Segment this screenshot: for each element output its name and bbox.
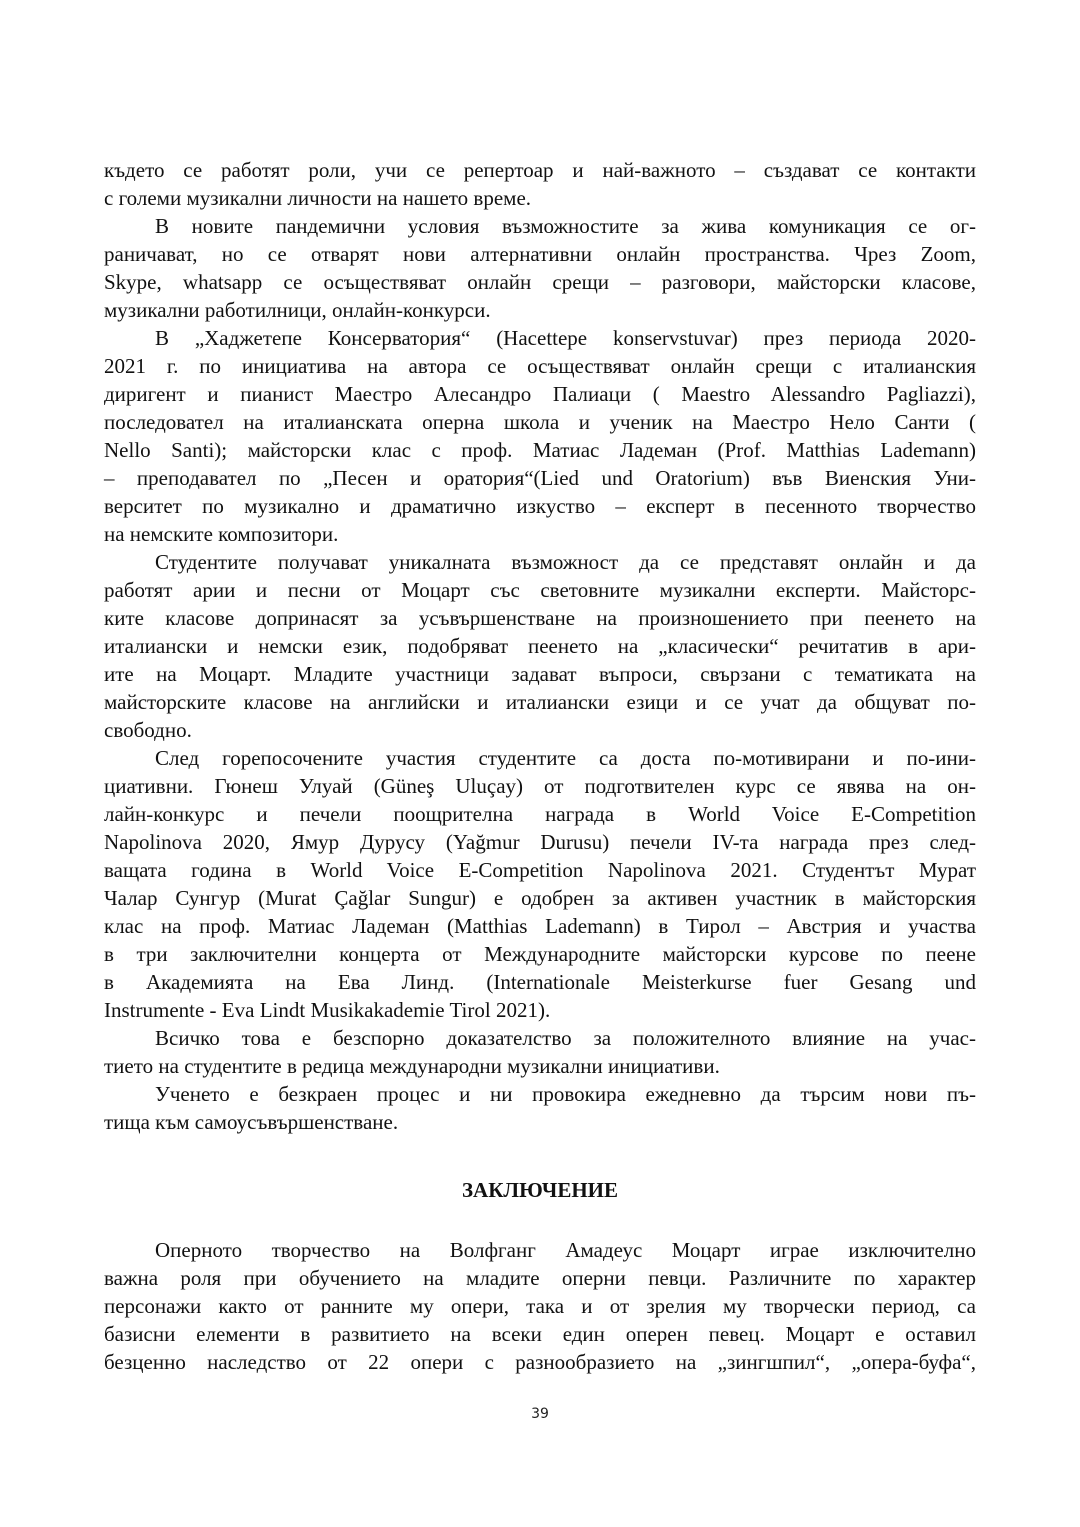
paragraph [104, 744, 976, 1024]
paragraph [104, 1080, 976, 1136]
text-line: ките класове допринасят за усъвършенстване на произношението при пеенето на [104, 606, 976, 630]
text-line: персонажи както от ранните му опери, така и от зрелия му творчески период, са [104, 1294, 976, 1318]
text-line: тието на студентите в редица международни музикални инициативи. [104, 1054, 720, 1078]
text-line: В „Хаджетепе Консерватория“ (Hacettepe konservstuvar) през периода 2020- [155, 326, 976, 350]
text-line: Instrumente - Eva Lindt Musikakademie Tirol 2021). [104, 998, 551, 1022]
text-line: базисни елементи в развитието на всеки един оперен певец. Моцарт е оставил [104, 1322, 976, 1346]
text-line: последовател на италианската оперна школа и ученик на Маестро Нело Санти ( [104, 410, 976, 434]
text-line: 2021 г. по инициатива на автора се осъществяват онлайн срещи с италианския [104, 354, 976, 378]
text-line: След горепосочените участия студентите са доста по-мотивирани и по-ини- [155, 746, 976, 770]
paragraph [104, 156, 976, 212]
text-line: клас на проф. Матиас Ладеман (Matthias Lademann) в Тирол – Австрия и участва [104, 914, 976, 938]
paragraph [104, 548, 976, 744]
body-text [104, 156, 976, 1376]
text-line: тища към самоусъвършенстване. [104, 1110, 399, 1134]
text-line: – преподавател по „Песен и оратория“(Lied und Oratorium) във Виенския Уни- [104, 466, 976, 490]
text-line: Nello Santi); майсторски клас с проф. Матиас Ладеман (Prof. Matthias Lademann) [104, 438, 976, 462]
paragraph [104, 324, 976, 548]
text-line: Ученето е безкраен процес и ни провокира ежедневно да търсим нови пъ- [155, 1082, 976, 1106]
text-line: в три заключителни концерта от Международните майсторски курсове по пеене [104, 942, 976, 966]
text-line: Всичко това е безспорно доказателство за положителното влияние на учас- [155, 1026, 976, 1050]
text-line: Skype, whatsapp се осъществяват онлайн срещи – разговори, майсторски класове, [104, 270, 976, 294]
text-line: безценно наследство от 22 опери с разнообразието на „зингшпил“, „опера-буфа“, [104, 1350, 976, 1374]
text-line: в Академията на Ева Линд. (Internationale Meisterkurse fuer Gesang und [104, 970, 976, 994]
text-line: музикални работилници, онлайн-конкурси. [104, 298, 491, 322]
section-heading: ЗАКЛЮЧЕНИЕ [461, 1178, 619, 1202]
text-line: на немските композитори. [104, 522, 339, 546]
text-line: майсторските класове на английски и италиански езици и се учат да общуват по- [104, 690, 976, 714]
paragraph [104, 1236, 976, 1376]
text-line: Napolinova 2020, Ямур Дурусу (Yağmur Durusu) печели IV-та награда през след- [104, 830, 976, 854]
text-line: В новите пандемични условия възможностите за жива комуникация се ог- [155, 214, 976, 238]
text-line: важна роля при обучението на младите оперни певци. Различните по характер [104, 1266, 976, 1290]
text-line: раничават, но се отварят нови алтернативни онлайн пространства. Чрез Zoom, [104, 242, 976, 266]
page-number: 39 [531, 1406, 549, 1422]
text-line: италиански и немски език, подобряват пеенето на „класически“ речитатив в ари- [104, 634, 976, 658]
paragraph [104, 1024, 976, 1080]
text-line: диригент и пианист Маестро Алесандро Палиаци ( Maestro Alessandro Pagliazzi), [104, 382, 976, 406]
text-line: лайн-конкурс и печели поощрителна награда в World Voice E-Competition [104, 802, 976, 826]
text-line: където се работят роли, учи се репертоар и най-важното – създават се контакти [104, 158, 976, 182]
text-line: верситет по музикално и драматично изкуство – експерт в песенното творчество [104, 494, 976, 518]
text-line: циативни. Гюнеш Улуай (Güneş Uluçay) от подготвителен курс се явява на он- [104, 774, 976, 798]
text-line: Студентите получават уникалната възможност да се представят онлайн и да [155, 550, 976, 574]
text-line: с големи музикални личности на нашето време. [104, 186, 532, 210]
paragraph [104, 212, 976, 324]
text-line: Оперното творчество на Волфганг Амадеус Моцарт играе изключително [155, 1238, 976, 1262]
text-line: свободно. [104, 718, 192, 742]
text-line: ите на Моцарт. Младите участници задават въпроси, свързани с тематиката на [104, 662, 976, 686]
text-line: ващата година в World Voice E-Competition Napolinova 2021. Студентът Мурат [104, 858, 976, 882]
text-line: работят арии и песни от Моцарт със световните музикални експерти. Майсторс- [104, 578, 976, 602]
text-line: Чалар Сунгур (Murat Çağlar Sungur) е одобрен за активен участник в майсторския [104, 886, 976, 910]
